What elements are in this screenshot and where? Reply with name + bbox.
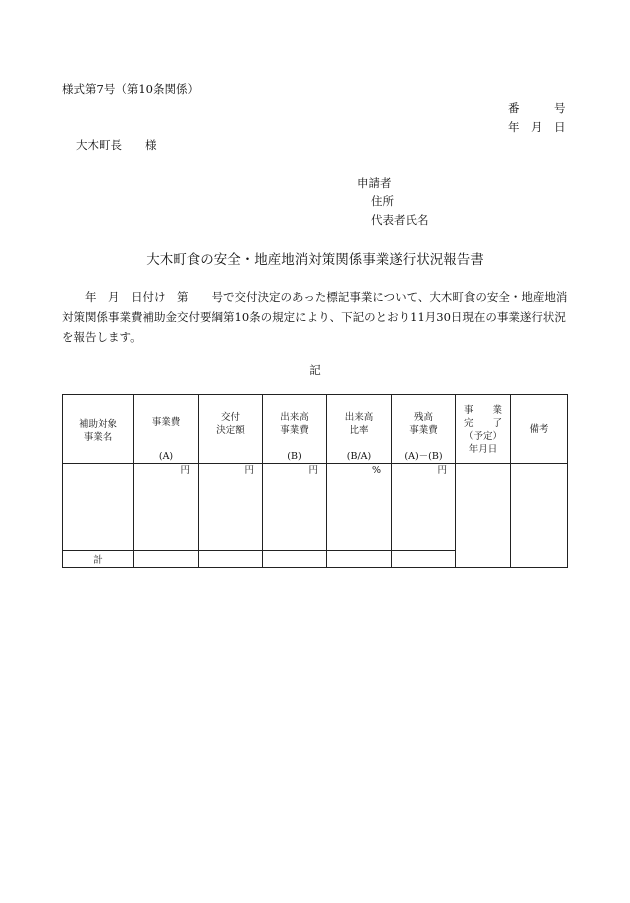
cell-remaining-cost[interactable]: 円 — [392, 464, 456, 551]
total-label: 計 — [63, 551, 134, 568]
header-completed-cost: 出来高 事業費 (B) — [263, 395, 327, 464]
header-subsidy-project-name: 補助対象 事業名 — [63, 395, 134, 464]
header-completion-ratio: 出来高 比率 (B/A) — [327, 395, 392, 464]
cell-grant-amount[interactable]: 円 — [199, 464, 263, 551]
header-completion-date: 事 業 完 了 （予定） 年月日 — [456, 395, 511, 464]
applicant-address-label: 住所 — [371, 194, 394, 208]
total-completed-cost[interactable] — [263, 551, 327, 568]
header-grant-decision-amount: 交付 決定額 — [199, 395, 263, 464]
document-date-label: 年 月 日 — [508, 120, 566, 134]
cell-project-cost[interactable]: 円 — [134, 464, 199, 551]
header-project-cost: 事業費 (A) — [134, 395, 199, 464]
total-project-cost[interactable] — [134, 551, 199, 568]
report-body-text: 年 月 日付け 第 号で交付決定のあった標記事業について、大木町食の安全・地産地消対策関係事業費補助金交付要綱第10条の規定により、下記のとおり11月30日現在の事業遂行状況を報告します。 — [62, 290, 568, 344]
total-grant-amount[interactable] — [199, 551, 263, 568]
total-remaining-cost[interactable] — [392, 551, 456, 568]
cell-completed-cost[interactable]: 円 — [263, 464, 327, 551]
cell-completion-date[interactable] — [456, 464, 511, 568]
cell-remarks[interactable] — [511, 464, 568, 568]
table-header-row — [63, 395, 568, 464]
document-title: 大木町食の安全・地産地消対策関係事業遂行状況報告書 — [146, 252, 484, 268]
addressee: 大木町長 様 — [76, 138, 157, 152]
form-number-label: 様式第7号（第10条関係） — [62, 82, 199, 96]
applicant-representative-label: 代表者氏名 — [371, 213, 429, 227]
applicant-label: 申請者 — [357, 176, 392, 190]
table-data-row — [63, 464, 568, 551]
header-remaining-cost: 残高 事業費 (A)－(B) — [392, 395, 456, 464]
document-number-label: 番 号 — [508, 101, 566, 115]
ki-heading: 記 — [309, 363, 321, 377]
cell-project-name[interactable] — [63, 464, 134, 551]
total-completion-ratio[interactable] — [327, 551, 392, 568]
report-table — [62, 394, 568, 568]
header-remarks: 備考 — [511, 395, 568, 464]
cell-completion-ratio[interactable]: % — [327, 464, 392, 551]
